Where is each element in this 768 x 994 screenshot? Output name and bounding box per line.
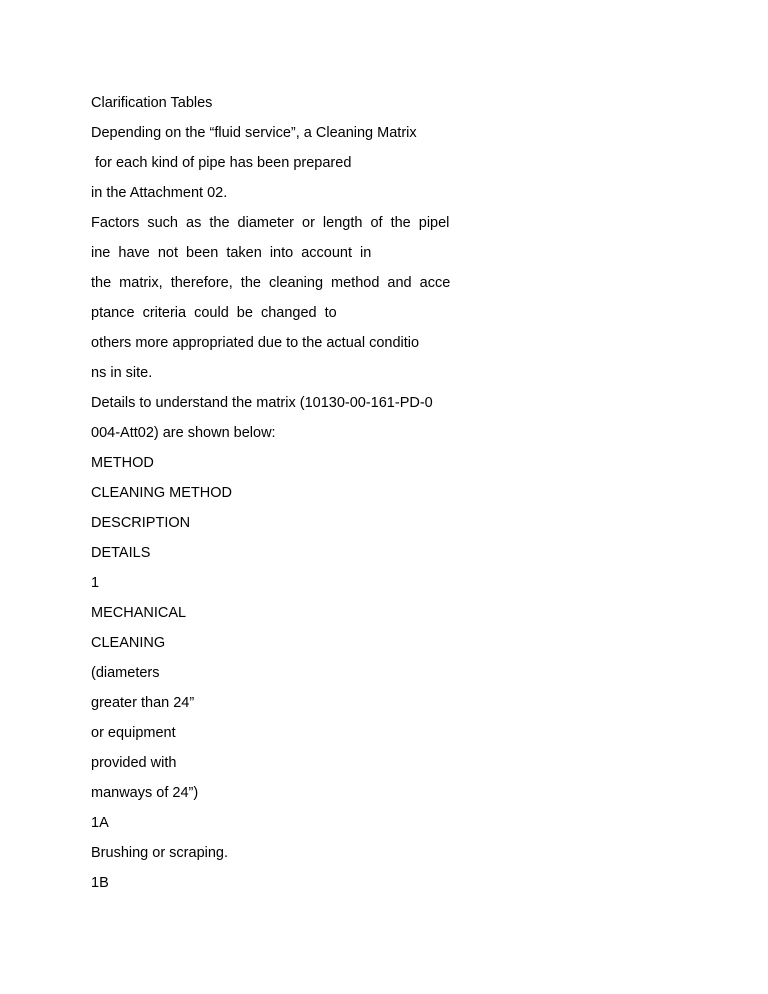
table-header-details: DETAILS (91, 545, 151, 561)
text-line: 004-Att02) are shown below: (91, 425, 276, 441)
table-cell-text: manways of 24”) (91, 785, 199, 801)
table-header-description: DESCRIPTION (91, 515, 191, 531)
text-line: ns in site. (91, 365, 153, 381)
text-line: ptance criteria could be changed to (91, 305, 337, 321)
table-cell-method-code: 1A (91, 815, 109, 831)
document-body (91, 88, 491, 898)
section-title: Clarification Tables (91, 95, 213, 111)
text-line: Factors such as the diameter or length of the pipel (91, 215, 450, 231)
text-line: ine have not been taken into account in (91, 245, 372, 261)
text-line: Details to understand the matrix (10130-00-161-PD-0 (91, 395, 433, 411)
table-cell-text: greater than 24” (91, 695, 195, 711)
table-cell-method-code: 1B (91, 875, 109, 891)
table-cell-text: MECHANICAL (91, 605, 187, 621)
text-line: others more appropriated due to the actual conditio (91, 335, 420, 351)
text-line: for each kind of pipe has been prepared (91, 155, 352, 171)
text-line: the matrix, therefore, the cleaning method and acce (91, 275, 451, 291)
table-cell-text: (diameters (91, 665, 160, 681)
table-header-cleaning-method: CLEANING METHOD (91, 485, 232, 501)
table-cell-text: CLEANING (91, 635, 166, 651)
text-line: in the Attachment 02. (91, 185, 228, 201)
text-line: Depending on the “fluid service”, a Cleaning Matrix (91, 125, 417, 141)
table-cell-text: provided with (91, 755, 177, 771)
table-cell-method-number: 1 (91, 575, 100, 591)
table-cell-text: or equipment (91, 725, 176, 741)
table-cell-text: Brushing or scraping. (91, 845, 229, 861)
table-header-method: METHOD (91, 455, 154, 471)
